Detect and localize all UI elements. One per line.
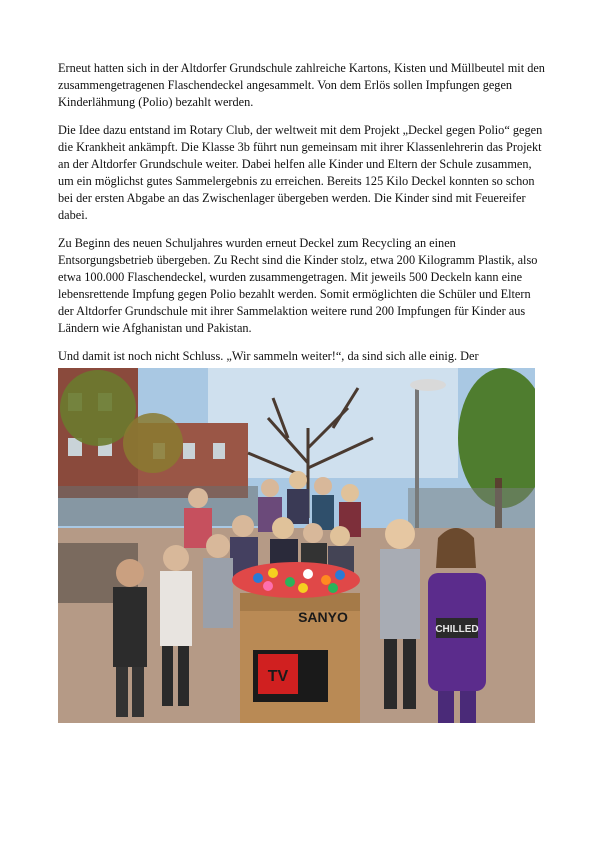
cap-box [232,562,360,723]
paragraph-3: Zu Beginn des neuen Schuljahres wurden erneut Deckel zum Recycling an einen Entsorgungsbetrieb übergeben. Zu Recht sind die Kinder stolz, etwa 200 Kilogramm Plastik, also etwa 100.000 Flaschendeckel, wurden zusammengetragen. Mit jeweils 500 Deckeln kann eine lebensrettende Impfung gegen Polio bezahlt werden. Somit ermöglichten die Schüler und Eltern der Altdorfer Grundschule mit ihrer Sammelaktion weitere rund 200 Impfungen für Kinder aus Ländern wie Afghanistan und Pakistan. [58,236,538,335]
paragraph-1: Erneut hatten sich in der Altdorfer Grundschule zahlreiche Kartons, Kisten und Müllbeutel mit den zusammengetragenen Flaschendeckel angesammelt. Von dem Erlös sollen Impfungen gegen Kinderlähmung (Polio) bezahlt werden. [58,61,545,109]
box-brand: SANYO [298,609,348,625]
group-photo [58,368,535,723]
article-body [58,60,548,410]
paragraph-4: Und damit ist noch nicht Schluss. „Wir sammeln weiter!“, da sind sich alle einig. Der [58,349,479,363]
paragraph-2: Die Idee dazu entstand im Rotary Club, der weltweit mit dem Projekt „Deckel gegen Polio“ gegen die Krankheit ankämpft. Die Klasse 3b führt nun gemeinsam mit ihrer Klassenlehrerin das Projekt an der Altdorfer Grundschule weiter. Dabei helfen alle Kinder und Eltern der Schule zusammen, um ein möglichst gutes Sammelergebnis zu erreichen. Bereits 125 Kilo Deckel konnten so schon bei der ersten Abgabe an das Zwischenlager übergeben werden. Die Kinder sind mit Feuereifer dabei. [58,123,543,222]
box-logo: TV [267,668,289,685]
hoodie-print: CHILLED [435,624,479,635]
